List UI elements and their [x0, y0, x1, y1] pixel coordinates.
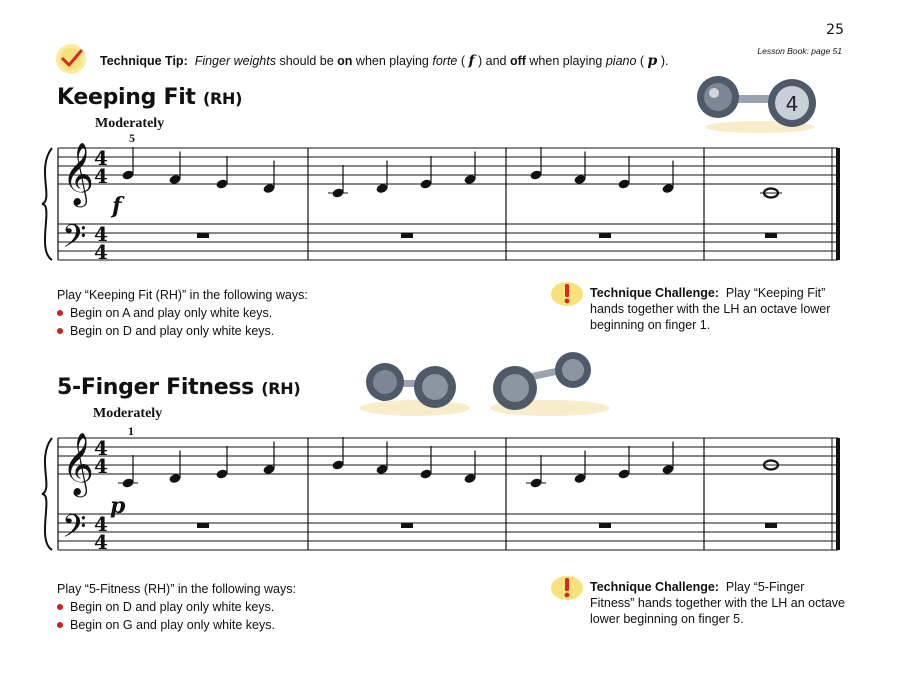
piano-symbol: p	[647, 53, 658, 69]
bass-clef: 𝄢	[62, 508, 87, 552]
grand-staff	[40, 420, 860, 565]
time-signature-numerator: 4	[94, 222, 108, 246]
instructions-intro: Play “5-Fitness (RH)” in the following ways:	[57, 582, 296, 596]
grand-staff	[40, 130, 860, 275]
dumbbell-illustration	[690, 65, 820, 135]
tempo-marking: Moderately	[95, 116, 165, 131]
instruction-text: Begin on A and play only white keys.	[70, 306, 273, 320]
finger-number: 1	[128, 424, 134, 438]
tip-label: Technique Tip:	[100, 54, 188, 68]
tip-text-part: piano	[605, 54, 637, 68]
instruction-text: Begin on D and play only white keys.	[70, 324, 275, 338]
challenge-label: Technique Challenge:	[590, 286, 719, 300]
bullet-icon	[57, 328, 63, 334]
challenge-text: Play “5-Finger Fitness” hands together with the LH an octave lower beginning on finger 5.	[590, 580, 846, 626]
tip-text-part: ).	[657, 54, 669, 68]
dumbbells-illustration	[355, 350, 620, 420]
whole-rest	[765, 233, 777, 238]
time-signature-denominator: 4	[94, 164, 108, 188]
piece-title	[57, 85, 242, 110]
tip-text-part: Finger weights	[194, 54, 276, 68]
tip-text-part: should be	[275, 54, 338, 68]
brace	[42, 148, 52, 260]
tip-text-part: off	[509, 54, 526, 68]
dumbbell-badge: 4	[785, 92, 799, 116]
checkmark-badge-icon	[55, 42, 89, 76]
warning-badge-icon	[550, 280, 584, 308]
dynamic-marking: f	[112, 193, 122, 219]
tip-text-part: when playing	[352, 54, 433, 68]
instruction-item	[57, 598, 296, 616]
piece-title	[57, 375, 300, 400]
practice-instructions	[57, 286, 308, 340]
whole-rest	[197, 523, 209, 528]
challenge-label: Technique Challenge:	[590, 580, 719, 594]
whole-rest	[765, 523, 777, 528]
bullet-icon	[57, 310, 63, 316]
treble-clef: 𝄞	[62, 142, 94, 205]
treble-clef: 𝄞	[62, 432, 94, 495]
instruction-item	[57, 304, 308, 322]
bullet-icon	[57, 604, 63, 610]
piece-subtitle: (RH)	[261, 379, 301, 398]
piece-subtitle: (RH)	[203, 89, 243, 108]
tip-text-part: (	[457, 54, 469, 68]
whole-rest	[197, 233, 209, 238]
time-signature-numerator: 4	[94, 512, 108, 536]
bullet-icon	[57, 622, 63, 628]
technique-tip	[100, 53, 668, 69]
whole-rest	[401, 233, 413, 238]
instruction-item	[57, 322, 308, 340]
whole-rest	[599, 523, 611, 528]
challenge-text: Play “Keeping Fit” hands together with the LH an octave lower beginning on finger 1.	[590, 286, 831, 332]
tip-text-part: (	[636, 54, 648, 68]
tip-text-part: ) and	[474, 54, 510, 68]
instruction-text: Begin on G and play only white keys.	[70, 618, 275, 632]
piece-title-text: Keeping Fit	[57, 85, 196, 110]
piece-title-text: 5-Finger Fitness	[57, 375, 254, 400]
bass-clef: 𝄢	[62, 218, 87, 262]
forte-symbol: f	[468, 53, 475, 69]
dynamic-marking: p	[110, 493, 126, 519]
tip-text-part: when playing	[525, 54, 606, 68]
technique-challenge	[590, 285, 850, 333]
lesson-book-reference: Lesson Book: page 51	[757, 46, 842, 56]
brace	[42, 438, 52, 550]
whole-rest	[599, 233, 611, 238]
technique-challenge	[590, 579, 850, 627]
instruction-item	[57, 616, 296, 634]
time-signature-denominator: 4	[94, 454, 108, 478]
whole-rest	[401, 523, 413, 528]
warning-badge-icon	[550, 574, 584, 602]
tip-text-part: on	[337, 54, 353, 68]
time-signature-numerator: 4	[94, 436, 108, 460]
practice-instructions	[57, 580, 296, 634]
instruction-text: Begin on D and play only white keys.	[70, 600, 275, 614]
tip-text-part: forte	[432, 54, 458, 68]
time-signature-numerator: 4	[94, 146, 108, 170]
tempo-marking: Moderately	[93, 406, 163, 421]
instructions-intro: Play “Keeping Fit (RH)” in the following ways:	[57, 288, 308, 302]
time-signature-denominator: 4	[94, 530, 108, 554]
page-number: 25	[826, 22, 844, 38]
finger-number: 5	[129, 131, 135, 145]
time-signature-denominator: 4	[94, 240, 108, 264]
